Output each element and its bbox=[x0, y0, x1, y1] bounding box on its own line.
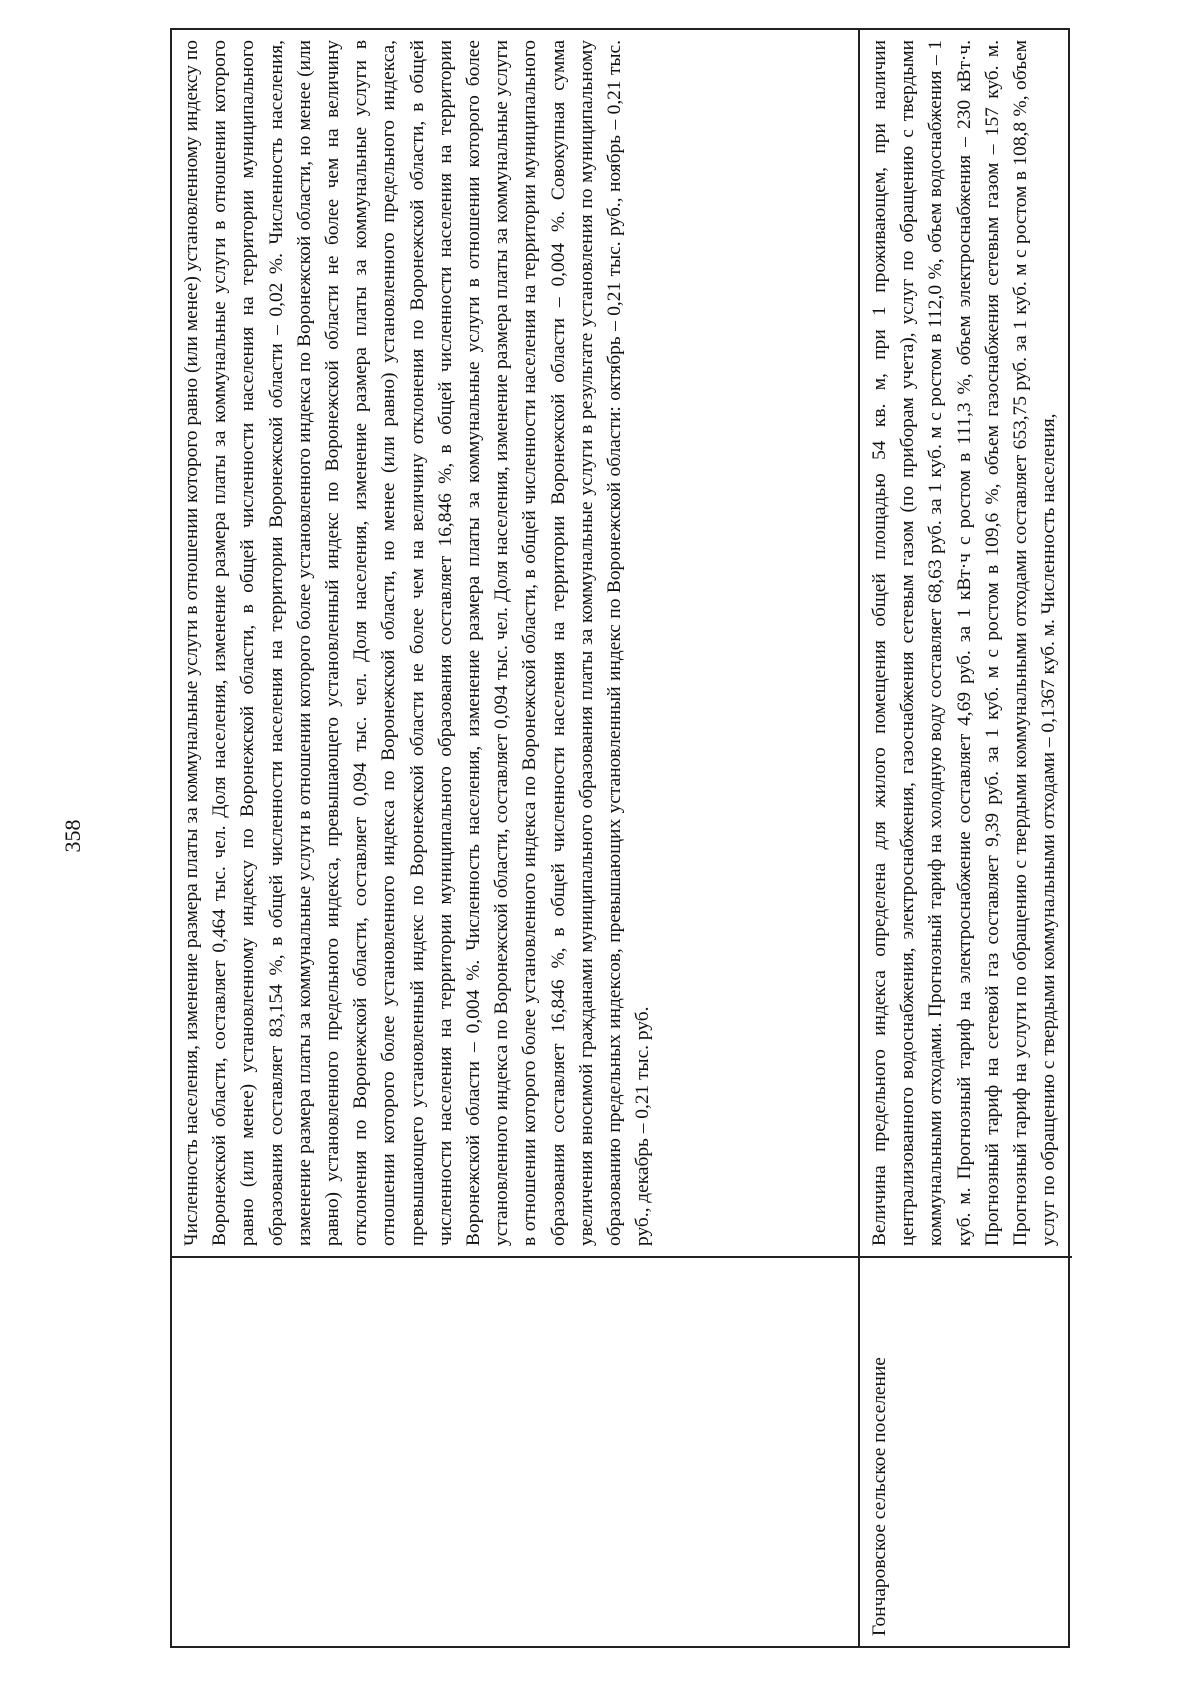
municipality-cell: Гончаровское сельское поселение bbox=[860, 1256, 1072, 1646]
tariff-index-table bbox=[170, 28, 1070, 1648]
table-row bbox=[172, 30, 858, 1646]
description-cell: Численность населения, изменение размера платы за коммунальные услуги в отношении которого равно (или менее) установленному индексу по Воронежской области, составляет 0,464 тыс. чел. Доля населения, изменение размера платы за коммунальные услуги в отношении которого равно (или менее) установленному индексу по Воронежской области, в общей численности населения на территории муниципального образования составляет 83,154 %, в общей численности населения на территории Воронежской области – 0,02 %. Численность населения, изменение размера платы за коммунальные услуги в отношении которого более установленного индекса по Воронежской области, но менее (или равно) установленного предельного индекса, превышающего установленный индекс по Воронежской области не более чем на величину отклонения по Воронежской области, составляет 0,094 тыс. чел. Доля населения, изменение размера платы за коммунальные услуги в отношении которого более установленного индекса по Воронежской области, но менее (или равно) установленного предельного индекса, превышающего установленный индекс по Воронежской области не более чем на величину отклонения по Воронежской области, в общей численности населения на территории муниципального образования составляет 16,846 %, в общей численности населения на территории Воронежской области – 0,004 %. Численность населения, изменение размера платы за коммунальные услуги в отношении которого более установленного индекса по Воронежской области, составляет 0,094 тыс. чел. Доля населения, изменение размера платы за коммунальные услуги в отношении которого более установленного индекса по Воронежской области, в общей численности населения на территории муниципального образования составляет 16,846 %, в общей численности населения на территории Воронежской области – 0,004 %. Совокупная сумма увеличения вносимой гражданами муниципального образования платы за коммунальные услуги в результате установления по муниципальному образованию предельных индексов, превышающих установленный индекс по Воронежской области: октябрь – 0,21 тыс. руб., ноябрь – 0,21 тыс. руб., декабрь – 0,21 тыс. руб. bbox=[181, 40, 654, 1246]
description-cell: Величина предельного индекса определена для жилого помещения общей площадью 54 кв. м, при 1 проживающем, при наличии централизованного водоснабжения, электроснабжения, газоснабжения сетевым газом (по приборам учета), услуг по обращению с твердыми коммунальными отходами. Прогнозный тариф на холодную воду составляет 68,63 руб. за 1 куб. м с ростом в 112,0 %, объем водоснабжения – 1 куб. м. Прогнозный тариф на электроснабжение составляет 4,69 руб. за 1 кВт·ч с ростом в 111,3 %, объем электроснабжения – 230 кВт·ч. Прогнозный тариф на сетевой газ составляет 9,39 руб. за 1 куб. м с ростом в 109,6 %, объем газоснабжения сетевым газом – 157 куб. м. Прогнозный тариф на услуги по обращению с твердыми коммунальными отходами составляет 653,75 руб. за 1 куб. м с ростом в 108,8 %, объем услуг по обращению с твердыми коммунальными отходами – 0,1367 куб. м. Численность населения, bbox=[869, 40, 1060, 1246]
table-row bbox=[858, 30, 1072, 1646]
page-number: 358 bbox=[60, 819, 85, 853]
municipality-cell bbox=[172, 1256, 858, 1646]
